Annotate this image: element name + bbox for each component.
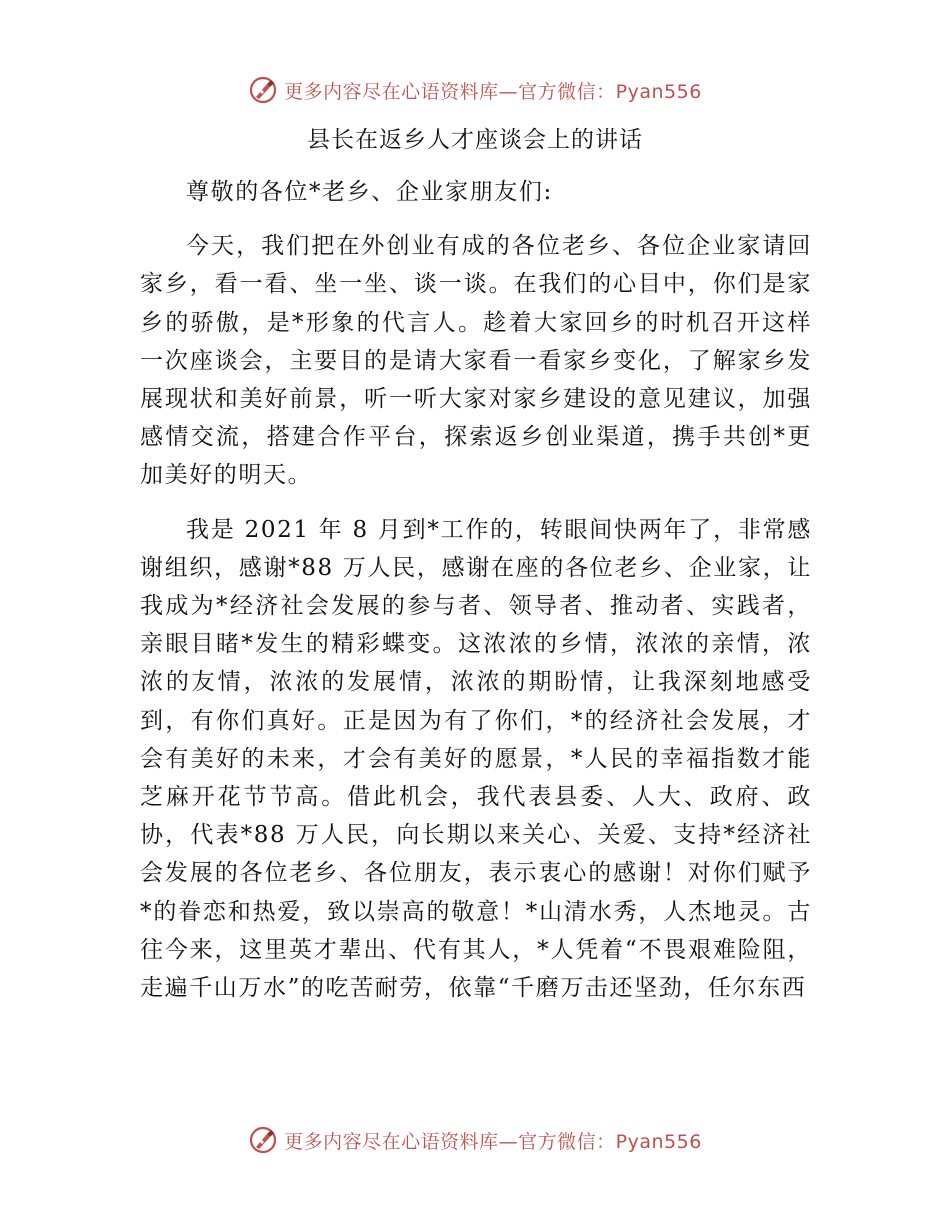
paragraph: 我是 2021 年 8 月到*工作的，转眼间快两年了，非常感谢组织，感谢*88 万人民，感谢在座的各位老乡、企业家，让我成为*经济社会发展的参与者、领导者、推动者、实践者，亲眼目睹*发生的精彩蝶变。这浓浓的乡情，浓浓的亲情，浓浓的友情，浓浓的发展情，浓浓的期盼情，让我深刻地感受到，有你们真好。正是因为有了你们，*的经济社会发展，才会有美好的未来，才会有美好的愿景，*人民的幸福指数才能芝麻开花节节高。借此机会，我代表县委、人大、政府、政协，代表*88 万人民，向长期以来关心、关爱、支持*经济社会发展的各位老乡、各位朋友，表示衷心的感谢！对你们赋予*的眷恋和热爱，致以崇高的敬意！*山清水秀，人杰地灵。古往今来，这里英才辈出、代有其人，*人凭着“不畏艰难险阻，走遍千山万水”的吃苦耐劳，依靠“千磨万击还坚劲，任尔东西 bbox=[140, 516, 812, 1002]
page-footer bbox=[0, 1120, 950, 1160]
document-body bbox=[140, 173, 812, 1023]
watermark-text: 更多内容尽在心语资料库—官方微信：Pyan556 bbox=[284, 80, 702, 103]
pen-nib-logo-icon bbox=[248, 75, 278, 105]
page-header bbox=[0, 70, 950, 110]
header-watermark bbox=[248, 75, 702, 105]
salutation: 尊敬的各位*老乡、企业家朋友们: bbox=[186, 179, 553, 205]
paragraph: 今天，我们把在外创业有成的各位老乡、各位企业家请回家乡，看一看、坐一坐、谈一谈。在我们的心目中，你们是家乡的骄傲，是*形象的代言人。趁着大家回乡的时机召开这样一次座谈会，主要目的是请大家看一看家乡变化，了解家乡发展现状和美好前景，听一听大家对家乡建设的意见建议，加强感情交流，搭建合作平台，探索返乡创业渠道，携手共创*更加美好的明天。 bbox=[140, 233, 812, 489]
document-title: 县长在返乡人才座谈会上的讲话 bbox=[307, 127, 643, 153]
footer-watermark bbox=[248, 1125, 702, 1155]
watermark-text: 更多内容尽在心语资料库—官方微信：Pyan556 bbox=[284, 1130, 702, 1153]
pen-nib-logo-icon bbox=[248, 1125, 278, 1155]
